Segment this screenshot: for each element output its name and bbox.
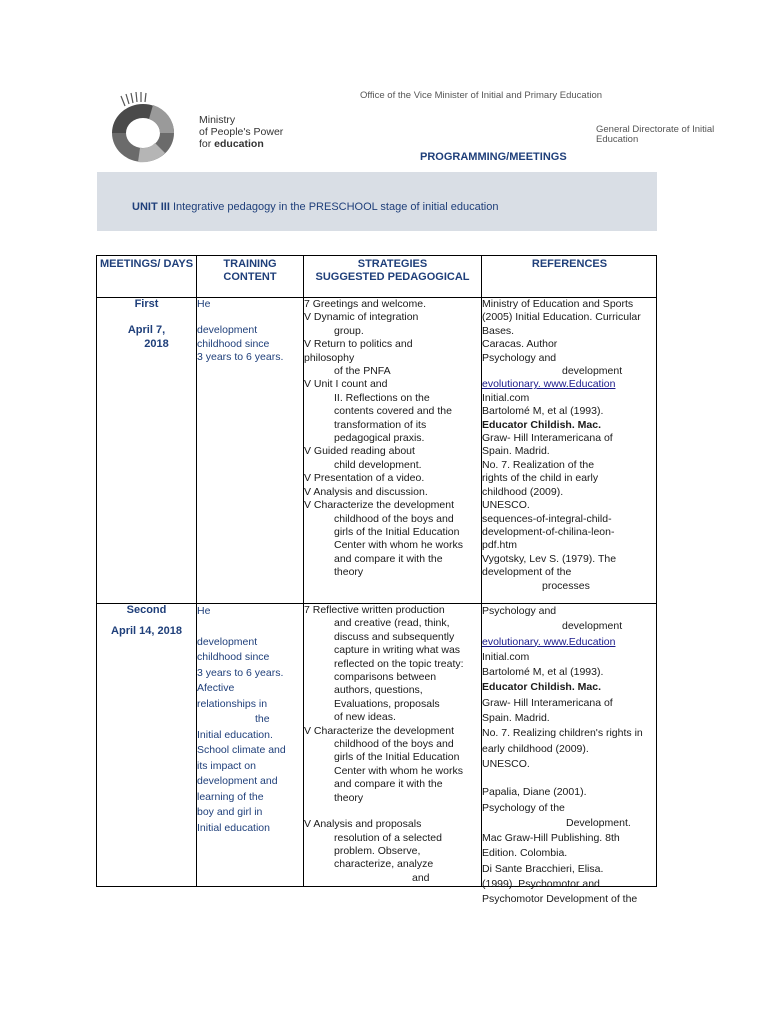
ministry-line-2: of People's Power bbox=[199, 126, 284, 138]
header-meetings-days: MEETINGS/ DAYS bbox=[99, 258, 194, 270]
header-strategies: STRATEGIES SUGGESTED PEDAGOGICAL bbox=[315, 258, 470, 283]
ministry-name bbox=[199, 114, 283, 150]
row2-references: Psychology and development evolutionary. www.Education Initial.com Bartolomé M, et al (1993). Educator Childish. Mac. Graw- Hill Interamericana of Spain. Madrid. No. 7. Realizing children's rights in early childhood (2009). UNESCO. Papalia, Diane (2001). Psychology of the Development. Mac Graw-Hill Publishing. 8th Edition. Colombia. Di Sante Bracchieri, Elisa. (1999). Psychomotor and Psychomotor Development of the bbox=[482, 604, 656, 886]
reference-link[interactable]: evolutionary. www.Education bbox=[482, 378, 616, 391]
logo-ring-icon bbox=[103, 92, 198, 164]
row2-day: Second April 14, 2018 bbox=[111, 604, 182, 638]
ministry-line-3: for education bbox=[199, 138, 264, 150]
row1-content: He development childhood since 3 years to 6 years. bbox=[197, 298, 284, 364]
ministry-logo bbox=[103, 92, 198, 164]
row1-day: First April 7, 2018 bbox=[127, 298, 169, 350]
header-training-content: TRAINING CONTENT bbox=[223, 258, 277, 283]
general-directorate: General Directorate of Initial Education bbox=[596, 124, 715, 145]
programming-title: PROGRAMMING/MEETINGS bbox=[420, 151, 567, 163]
row2-content: He development childhood since 3 years to 6 years. Afective relationships in the Initial education. School climate and its impact on development and learning of the boy and girl in Initial education bbox=[197, 605, 286, 834]
ministry-line-1: Ministry bbox=[199, 114, 236, 126]
row2-strategies: 7 Reflective written production and creative (read, think, discuss and subsequently capture in writing what was reflected on the topic treaty: comparisons between authors, questions, Evaluations, proposals of new ideas. V Characterize the development childhood of the boys and girls of the Initial Education Center with whom he works and compare it with the theory V Analysis and proposals resolution of a selected problem. Observe, characterize, analyze and bbox=[304, 604, 464, 884]
row1-strategies: 7 Greetings and welcome. V Dynamic of integration group. V Return to politics and philosophy of the PNFA V Unit I count and II. Reflections on the contents covered and the transformation of its pedagogical praxis. V Guided reading about child development. V Presentation of a video. V Analysis and discussion. V Characterize the development childhood of the boys and girls of the Initial Education Center with whom he works and compare it with the theory bbox=[304, 298, 463, 579]
header-references: REFERENCES bbox=[531, 258, 608, 270]
row1-references: Ministry of Education and Sports (2005) Initial Education. Curricular Bases. Caracas. Author Psychology and development evolutionary. www.Education Initial.com Bartolomé M, et al (1993). Educator Childish. Mac. Graw- Hill Interamericana of Spain. Madrid. No. 7. Realization of the rights of the child in early childhood (2009). UNESCO. sequences-of-integral-child- development-of-chilina-leon- pdf.htm Vygotsky, Lev S. (1979). The development of the processes bbox=[482, 298, 656, 602]
reference-link[interactable]: evolutionary. www.Education bbox=[482, 635, 616, 648]
programming-table bbox=[96, 255, 657, 906]
office-title: Office of the Vice Minister of Initial and Primary Education bbox=[360, 90, 603, 101]
unit-title: UNIT III Integrative pedagogy in the PRESCHOOL stage of initial education bbox=[132, 201, 499, 213]
unit-banner bbox=[97, 172, 657, 231]
